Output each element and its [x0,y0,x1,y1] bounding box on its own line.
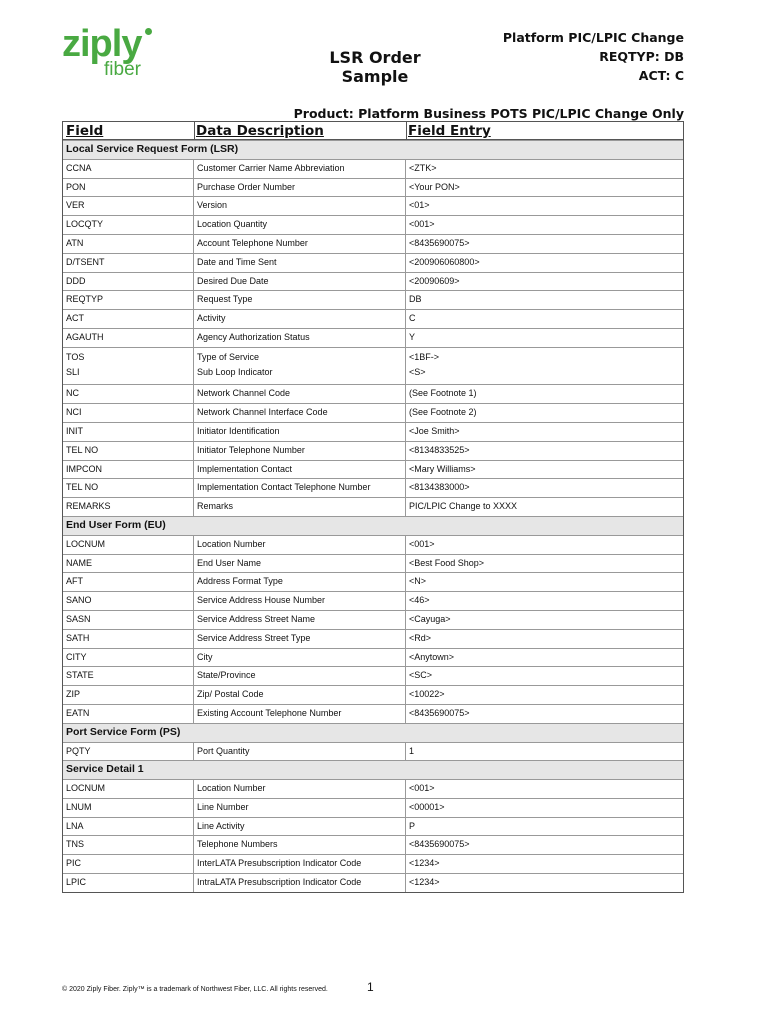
entry-cell: <1234> [409,858,440,869]
logo-wordmark: ziply [62,23,142,65]
entry-cell: <SC> [409,670,433,681]
description-cell: State/Province [194,667,406,685]
header-reqtyp: REQTYP: DB [599,49,684,64]
table-row [63,422,683,441]
description-cell: Customer Carrier Name Abbreviation [194,160,406,178]
field-cell: LPIC [63,874,194,892]
entry-cell: <8134383000> [409,482,470,493]
table-row [63,535,683,554]
field-cell: TEL NO [63,479,194,497]
table-row [63,835,683,854]
table-row [63,742,683,761]
header-act: ACT: C [638,68,684,83]
column-header-field: Field [66,123,104,139]
field-cell: D/TSENT [63,254,194,272]
entry-cell: <8435690075> [409,839,470,850]
description-cell: Desired Due Date [194,273,406,291]
entry-cell: (See Footnote 2) [409,407,477,418]
table-row [63,159,683,178]
table-row [63,798,683,817]
table-row [63,666,683,685]
entry-cell: <Joe Smith> [409,425,460,436]
field-cell: SANO [63,592,194,610]
entry-cell: P [409,820,416,831]
field-cell: TNS [63,836,194,854]
description-cell: Account Telephone Number [194,235,406,253]
description-cell: City [194,649,406,667]
product-line: Product: Platform Business POTS PIC/LPIC Change Only [293,106,684,121]
field-cell: DDD [63,273,194,291]
field-cell: NAME [63,555,194,573]
description-cell: Purchase Order Number [194,179,406,197]
entry-cell: Y [409,331,416,342]
entry-cell: <Rd> [409,632,432,643]
entry-cell: <Best Food Shop> [409,557,485,568]
field-cell: AGAUTH [63,329,194,347]
field-cell: NCI [63,404,194,422]
description-cell: Zip/ Postal Code [194,686,406,704]
description-cell: Port Quantity [194,743,406,761]
field-cell: ZIP [63,686,194,704]
document-title: LSR Order Sample [329,48,421,86]
entry-cell: 1 [409,745,415,756]
description-cell: Location Number [194,780,406,798]
entry-cell: <20090609> [409,275,460,286]
field-cell: TOS SLI [63,348,194,385]
logo-dot [145,28,152,35]
column-header-row [62,121,684,140]
field-cell: AFT [63,573,194,591]
table-row [63,610,683,629]
field-cell: CCNA [63,160,194,178]
entry-cell: C [409,313,416,324]
description-cell: Location Quantity [194,216,406,234]
entry-cell: <Cayuga> [409,613,451,624]
column-header-description: Data Description [196,123,324,139]
description-cell: Version [194,197,406,215]
table-row [63,384,683,403]
field-cell: REMARKS [63,498,194,516]
entry-cell: <01> [409,200,430,211]
entry-cell: <00001> [409,801,445,812]
field-cell: PIC [63,855,194,873]
field-cell: LOCQTY [63,216,194,234]
entry-cell: <001> [409,783,435,794]
entry-cell: <ZTK> [409,162,437,173]
table-row [63,629,683,648]
description-cell: Type of Service Sub Loop Indicator [194,348,406,385]
table-row [63,309,683,328]
table-row [63,328,683,347]
table-row [63,272,683,291]
description-cell: Network Channel Code [194,385,406,403]
description-cell: Implementation Contact [194,461,406,479]
field-cell: EATN [63,705,194,723]
description-cell: Initiator Identification [194,423,406,441]
field-cell: TEL NO [63,442,194,460]
table-row [63,196,683,215]
field-cell: SASN [63,611,194,629]
description-cell: Address Format Type [194,573,406,591]
table-row [63,478,683,497]
field-cell: ACT [63,310,194,328]
description-cell: IntraLATA Presubscription Indicator Code [194,874,406,892]
entry-cell: <1234> [409,877,440,888]
entry-cell: <N> [409,576,427,587]
table-row [63,290,683,309]
entry-cell: <200906060800> [409,256,480,267]
table-row [63,215,683,234]
description-cell: Telephone Numbers [194,836,406,854]
description-cell: Location Number [194,536,406,554]
table-row [63,572,683,591]
description-cell: Existing Account Telephone Number [194,705,406,723]
section-header: End User Form (EU) [63,516,683,535]
footer-copyright: © 2020 Ziply Fiber. Ziply™ is a trademark of Northwest Fiber, LLC. All rights reserved. [62,986,328,993]
table-row [63,648,683,667]
field-cell: IMPCON [63,461,194,479]
field-cell: CITY [63,649,194,667]
description-cell: Date and Time Sent [194,254,406,272]
description-cell: Line Number [194,799,406,817]
table-row [63,591,683,610]
description-cell: Request Type [194,291,406,309]
table-row [63,403,683,422]
entry-cell: <8435690075> [409,707,470,718]
entry-cell: <10022> [409,689,445,700]
entry-cell: <Mary Williams> [409,463,476,474]
field-cell: LNA [63,818,194,836]
section-header: Port Service Form (PS) [63,723,683,742]
ziply-fiber-logo [62,24,162,82]
description-cell: Service Address Street Name [194,611,406,629]
field-cell: LNUM [63,799,194,817]
table-row [63,441,683,460]
column-header-entry: Field Entry [408,123,491,139]
page-number: 1 [367,980,374,994]
entry-cell: <Anytown> [409,651,455,662]
description-cell: Remarks [194,498,406,516]
field-cell: ATN [63,235,194,253]
entry-cell: <46> [409,595,430,606]
description-cell: Initiator Telephone Number [194,442,406,460]
field-cell: SATH [63,630,194,648]
table-row [63,178,683,197]
description-cell: Service Address Street Type [194,630,406,648]
entry-cell: <001> [409,538,435,549]
table-row [63,704,683,723]
entry-cell: <8134833525> [409,444,470,455]
description-cell: Line Activity [194,818,406,836]
field-cell: LOCNUM [63,536,194,554]
description-cell: Implementation Contact Telephone Number [194,479,406,497]
table-row [63,873,683,892]
table-row [63,854,683,873]
field-cell: NC [63,385,194,403]
field-cell: VER [63,197,194,215]
entry-cell: <001> [409,219,435,230]
field-cell: PON [63,179,194,197]
field-cell: LOCNUM [63,780,194,798]
entry-cell: DB [409,294,422,305]
table-row [63,253,683,272]
description-cell: Agency Authorization Status [194,329,406,347]
description-cell: InterLATA Presubscription Indicator Code [194,855,406,873]
entry-cell: <Your PON> [409,181,460,192]
table-row [63,234,683,253]
field-cell: REQTYP [63,291,194,309]
field-cell: INIT [63,423,194,441]
entry-cell: PIC/LPIC Change to XXXX [409,501,518,512]
table-row [63,460,683,479]
table-row [63,497,683,516]
description-cell: Activity [194,310,406,328]
logo-subword: fiber [104,59,141,80]
table-row [63,554,683,573]
description-cell: End User Name [194,555,406,573]
entry-cell: <8435690075> [409,237,470,248]
description-cell: Service Address House Number [194,592,406,610]
field-cell: STATE [63,667,194,685]
table-row [63,685,683,704]
section-header: Local Service Request Form (LSR) [63,140,683,159]
lsr-table [62,140,684,893]
header-change-type: Platform PIC/LPIC Change [502,30,684,45]
field-cell: PQTY [63,743,194,761]
entry-cell: (See Footnote 1) [409,388,477,399]
table-row [63,347,683,385]
table-row [63,779,683,798]
entry-cell: <1BF-> <S> [409,351,440,377]
section-header: Service Detail 1 [63,760,683,779]
table-row [63,817,683,836]
description-cell: Network Channel Interface Code [194,404,406,422]
